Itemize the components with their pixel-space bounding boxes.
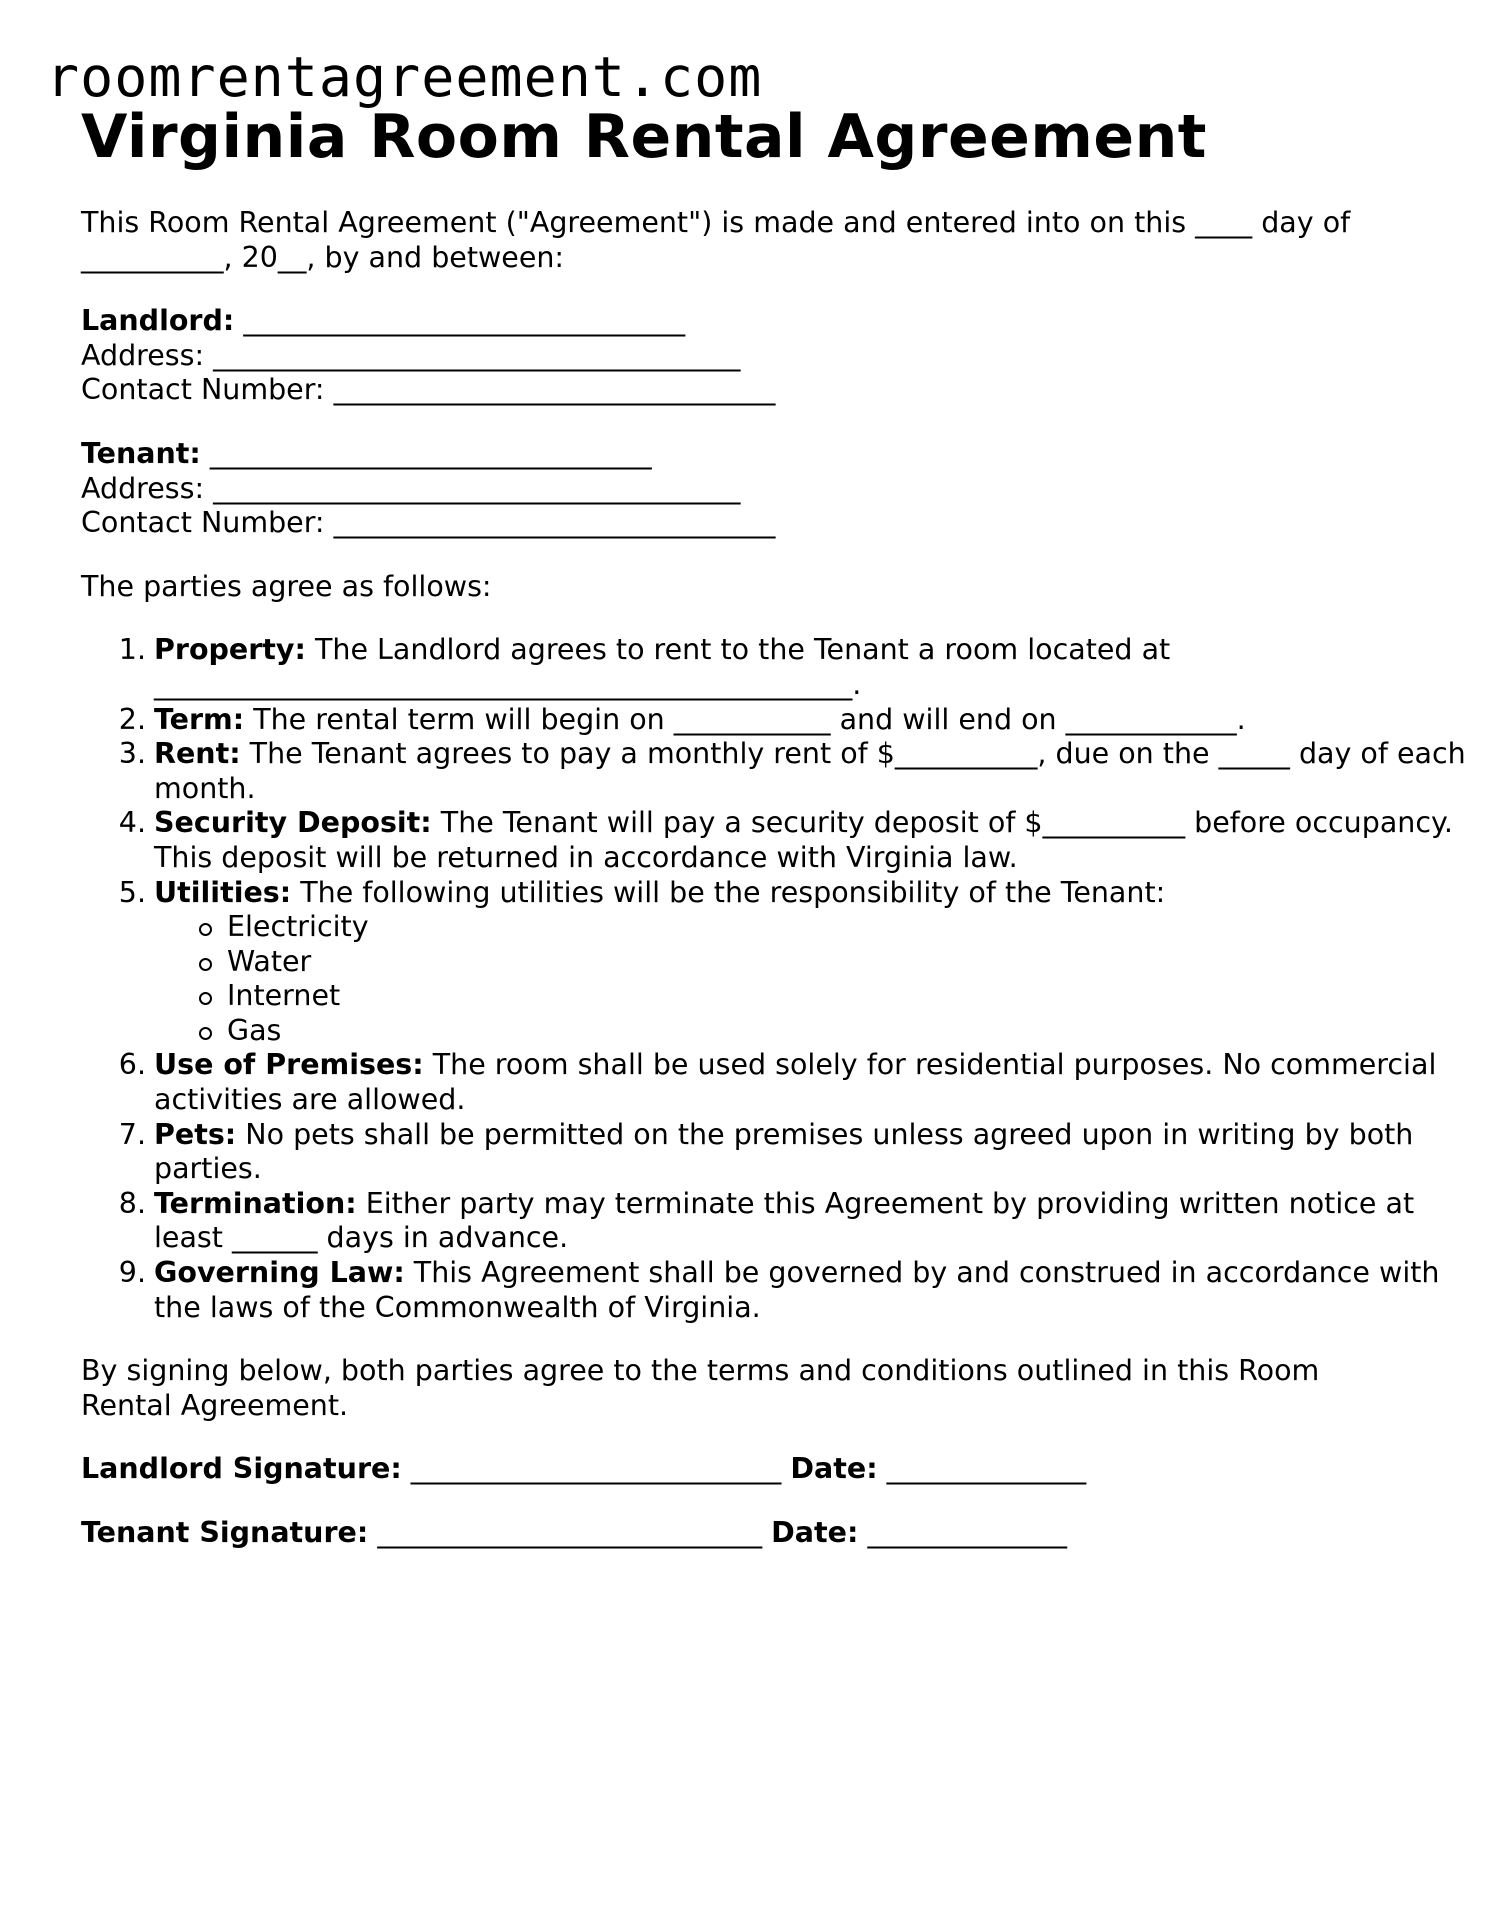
landlord-contact-label: Contact Number: — [81, 373, 325, 407]
term-text: The Tenant will pay a security deposit of $__________ before occupancy. This deposit will be returned in accordance with Virginia law. — [154, 806, 1453, 874]
term-text: The following utilities will be the responsibility of the Tenant: — [300, 875, 1166, 909]
term-rent — [154, 737, 1488, 806]
landlord-signature-blank[interactable]: __________________________ — [410, 1452, 782, 1486]
site-watermark: roomrentagreement.com — [46, 45, 763, 109]
landlord-contact-blank[interactable]: _______________________________ — [333, 373, 776, 407]
utility-item-electricity: Electricity — [227, 910, 1488, 945]
term-heading: Governing Law: — [154, 1256, 405, 1290]
landlord-address-blank[interactable]: _____________________________________ — [213, 338, 741, 372]
tenant-signature-row — [81, 1516, 1401, 1551]
term-text: The Landlord agrees to rent to the Tenant a room located at — [314, 633, 1171, 667]
term-utilities — [154, 876, 1488, 1049]
landlord-address-row — [81, 339, 1401, 374]
term-heading: Property: — [154, 633, 306, 667]
term-heading: Term: — [154, 702, 245, 736]
term-pets — [154, 1118, 1488, 1187]
term-text: The room shall be used solely for residential purposes. No commercial activities are allowed. — [154, 1048, 1437, 1117]
landlord-date-label: Date: — [790, 1452, 878, 1486]
term-heading: Termination: — [154, 1186, 357, 1220]
term-term — [154, 703, 1488, 738]
term-property-blank[interactable]: _________________________________________________. — [154, 667, 862, 701]
page-title: Virginia Room Rental Agreement — [81, 102, 1207, 172]
closing-statement: By signing below, both parties agree to the terms and conditions outlined in this Room Rental Agreement. — [81, 1354, 1320, 1422]
term-text: The rental term will begin on ___________ and will end on ____________. — [253, 702, 1246, 736]
landlord-signature-row — [81, 1452, 1401, 1487]
term-heading: Rent: — [154, 737, 241, 771]
tenant-address-row — [81, 472, 1401, 507]
term-text: No pets shall be permitted on the premises unless agreed upon in writing by both parties. — [154, 1117, 1414, 1186]
agree-statement: The parties agree as follows: — [81, 569, 492, 603]
tenant-contact-label: Contact Number: — [81, 506, 325, 540]
landlord-name-row — [81, 304, 1401, 339]
intro-line-2: __________, 20__, by and between: — [81, 240, 565, 274]
utility-item-water: Water — [227, 945, 1488, 980]
term-heading: Use of Premises: — [154, 1048, 424, 1082]
landlord-address-label: Address: — [81, 338, 205, 372]
landlord-date-blank[interactable]: ______________ — [886, 1452, 1087, 1486]
term-text: Either party may terminate this Agreement by providing written notice at least ______ days in advance. — [154, 1186, 1415, 1255]
term-heading: Security Deposit: — [154, 806, 432, 840]
tenant-date-blank[interactable]: ______________ — [867, 1516, 1067, 1549]
tenant-date-label: Date: — [771, 1516, 859, 1549]
tenant-signature-blank[interactable]: ___________________________ — [377, 1516, 763, 1549]
term-text: The Tenant agrees to pay a monthly rent of $__________, due on the _____ day of each month. — [154, 737, 1466, 805]
term-heading: Pets: — [154, 1117, 237, 1151]
tenant-address-label: Address: — [81, 471, 205, 505]
tenant-name-row — [81, 437, 1401, 472]
tenant-label: Tenant: — [81, 436, 201, 470]
term-governing-law — [154, 1256, 1488, 1325]
agreement-document — [81, 100, 1466, 1551]
landlord-signature-label: Landlord Signature: — [81, 1452, 402, 1486]
term-text: This Agreement shall be governed by and construed in accordance with the laws of the Commonwealth of Virginia. — [154, 1256, 1440, 1324]
landlord-contact-row — [81, 373, 1401, 408]
utilities-list — [154, 910, 1488, 1048]
tenant-contact-row — [81, 506, 1401, 541]
intro-paragraph — [81, 206, 1401, 275]
term-use-of-premises — [154, 1048, 1488, 1117]
terms-list — [81, 633, 1466, 1325]
term-security-deposit — [154, 806, 1488, 875]
term-termination — [154, 1187, 1488, 1256]
utility-item-gas: Gas — [227, 1014, 1488, 1049]
landlord-section — [81, 304, 1401, 408]
tenant-contact-blank[interactable]: _______________________________ — [333, 506, 776, 540]
tenant-address-blank[interactable]: _____________________________________ — [213, 471, 741, 505]
landlord-name-blank[interactable]: _______________________________ — [243, 304, 686, 338]
intro-line-1: This Room Rental Agreement ("Agreement") is made and entered into on this ____ day of — [81, 206, 1351, 239]
tenant-signature-label: Tenant Signature: — [81, 1516, 369, 1549]
tenant-name-blank[interactable]: _______________________________ — [209, 436, 652, 470]
term-heading: Utilities: — [154, 875, 292, 909]
landlord-label: Landlord: — [81, 304, 235, 338]
tenant-section — [81, 437, 1401, 541]
term-property — [154, 633, 1488, 702]
utility-item-internet: Internet — [227, 979, 1488, 1014]
